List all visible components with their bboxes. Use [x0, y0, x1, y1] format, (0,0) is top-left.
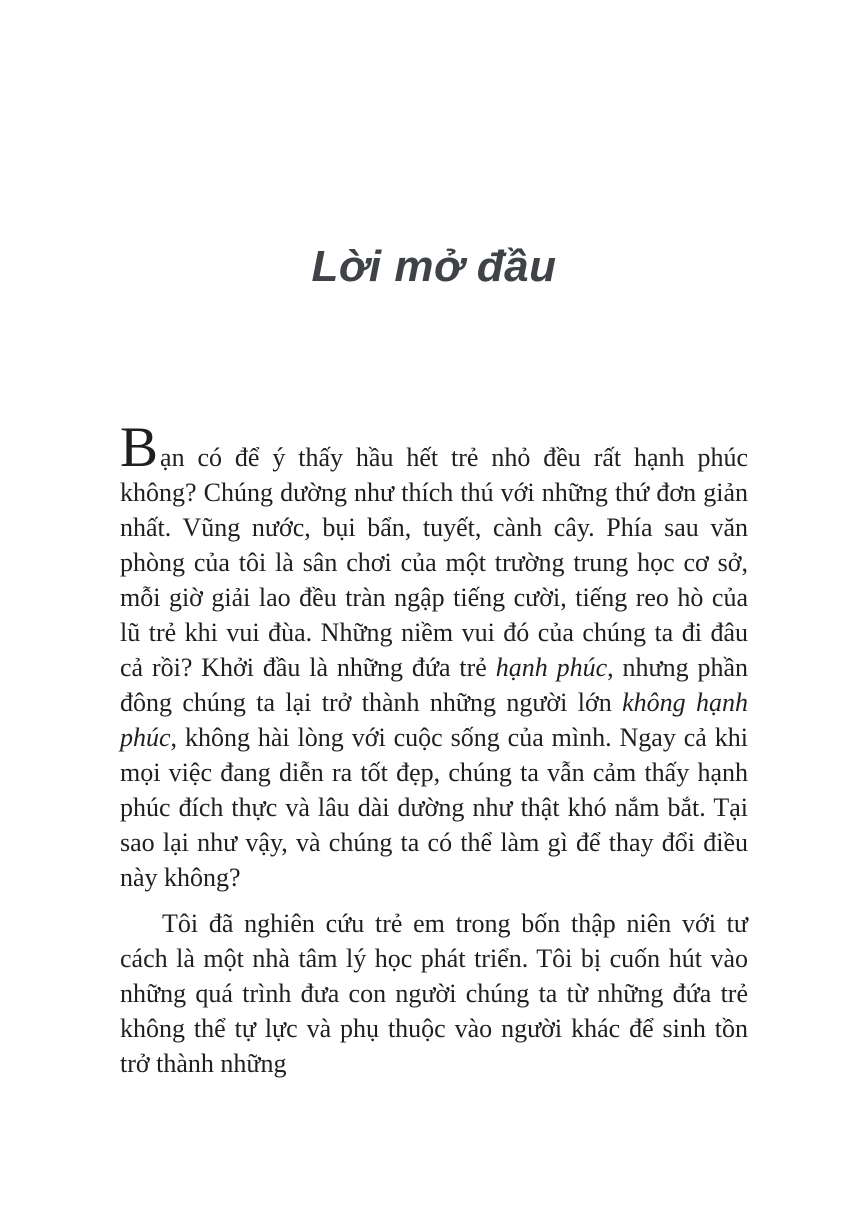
paragraph [120, 416, 749, 895]
text-segment: , nhưng phần đông chúng ta lại trở thành những người lớn [120, 653, 749, 717]
body-text [120, 416, 749, 1081]
text-segment: , không hài lòng với cuộc sống của mình. Ngay cả khi mọi việc đang diễn ra tốt đẹp, chúng ta vẫn cảm thấy hạnh phúc đích thực và lâu dài dường như thật khó nắm bắt. Tại sao lại như vậy, và chúng ta có thể làm gì để thay đổi điều này không? [120, 723, 748, 892]
text-segment: ạn có để ý thấy hầu hết trẻ nhỏ đều rất hạnh phúc không? Chúng dường như thích thú với những thứ đơn giản nhất. Vũng nước, bụi bẩn, tuyết, cành cây. Phía sau văn phòng của tôi là sân chơi của một trường trung học cơ sở, mỗi giờ giải lao đều tràn ngập tiếng cười, tiếng reo hò của lũ trẻ khi vui đùa. Những niềm vui đó của chúng ta đi đâu cả rồi? Khởi đầu là những đứa trẻ [120, 443, 748, 682]
paragraph [120, 906, 748, 1081]
chapter-title: Lời mở đầu [311, 242, 557, 291]
italic-text-segment: hạnh phúc [495, 653, 608, 682]
raised-cap-letter: B [120, 416, 159, 479]
italic-text-segment: không hạnh phúc [120, 688, 748, 752]
text-segment: Tôi đã nghiên cứu trẻ em trong bốn thập niên với tư cách là một nhà tâm lý học phát triển. Tôi bị cuốn hút vào những quá trình đưa con người chúng ta từ những đứa trẻ không thể tự lực và phụ thuộc vào người khác để sinh tồn trở thành những [120, 909, 748, 1078]
